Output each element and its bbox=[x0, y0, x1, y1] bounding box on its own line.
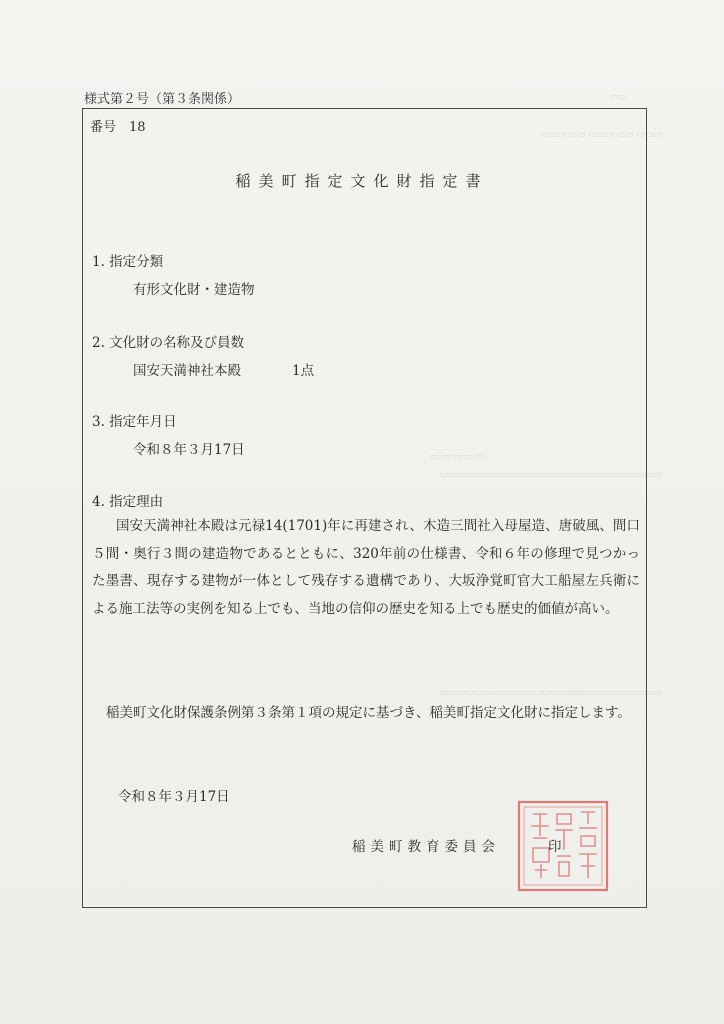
certificate-number: 番号 18 bbox=[90, 120, 146, 135]
issue-date: 令和８年３月17日 bbox=[118, 789, 230, 805]
designation-date-value: 令和８年３月17日 bbox=[133, 442, 245, 458]
bleed-through-marks: ▭▭ bbox=[610, 92, 628, 102]
document-title: 稲美町指定文化財指定書 bbox=[235, 172, 489, 190]
form-label: 様式第２号（第３条関係） bbox=[84, 92, 241, 107]
designation-reason-text: 国安天満神社本殿は元禄14(1701)年に再建され、木造三間社入母屋造、唐破風、間口５間・奥行３間の建造物であるとともに、320年前の仕様書、令和６年の修理で見つかった墨書、現存する建物が一体として残存する遺構であり、大坂浄覚町官大工船屋左兵衛による施工法等の実例を知る上でも、当地の信仰の歴史を知る上でも歴史的価値が高い。 bbox=[92, 518, 640, 617]
property-count: 1点 bbox=[292, 363, 315, 379]
section-heading-designation-reason: 4. 指定理由 bbox=[92, 494, 164, 510]
designation-statement: 稲美町文化財保護条例第３条第１項の規定に基づき、稲美町指定文化財に指定します。 bbox=[106, 705, 631, 721]
property-name-value: 国安天満神社本殿 bbox=[133, 363, 241, 379]
seal-mark: 印 bbox=[548, 839, 562, 855]
designation-category-value: 有形文化財・建造物 bbox=[133, 282, 255, 298]
section-heading-property-name: 2. 文化財の名称及び員数 bbox=[92, 335, 245, 351]
issuer-name: 稲美町教育委員会 bbox=[352, 839, 500, 855]
section-heading-designation-category: 1. 指定分類 bbox=[92, 254, 164, 270]
section-heading-designation-date: 3. 指定年月日 bbox=[92, 414, 177, 430]
official-seal bbox=[515, 798, 611, 894]
